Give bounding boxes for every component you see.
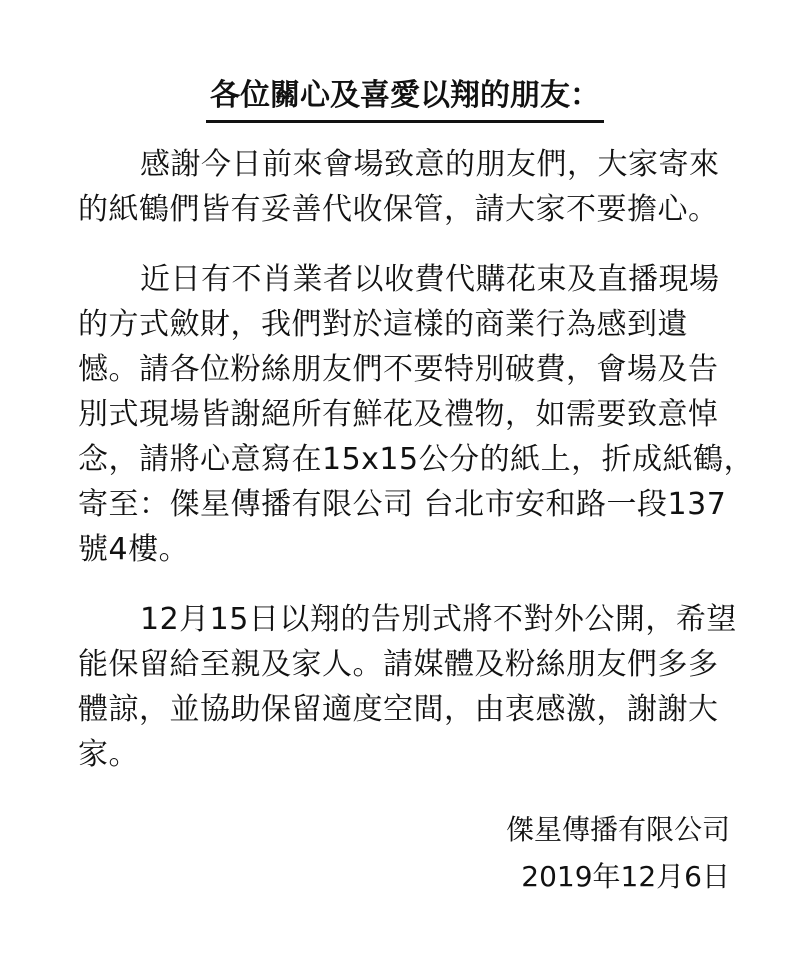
paragraph-2-line: 別式現場皆謝絕所有鮮花及禮物，如需要致意悼 bbox=[78, 397, 719, 432]
paragraph-2-line: 念，請將心意寫在15x15公分的紙上，折成紙鶴， bbox=[78, 442, 755, 477]
signature-company: 傑星傳播有限公司 bbox=[505, 813, 730, 846]
title-text: 各位關心及喜愛以翔的朋友： bbox=[206, 74, 604, 123]
paragraph-3-line: 體諒，並協助保留適度空間，由衷感激，謝謝大 bbox=[78, 692, 719, 727]
paragraph-2-line: 的方式斂財，我們對於這樣的商業行為感到遺 bbox=[78, 307, 688, 342]
paragraph-3-line: 家。 bbox=[78, 737, 139, 772]
signature-date: 2019年12月6日 bbox=[521, 860, 730, 893]
paragraph-1-line: 的紙鶴們皆有妥善代收保管，請大家不要擔心。 bbox=[78, 192, 719, 227]
paragraph-2-line: 號4樓。 bbox=[78, 532, 190, 567]
paragraph-2-line: 近日有不肖業者以收費代購花束及直播現場 bbox=[140, 262, 720, 297]
paragraph-2-line: 憾。請各位粉絲朋友們不要特別破費，會場及告 bbox=[78, 352, 719, 387]
paragraph-2-line: 寄至：傑星傳播有限公司 台北市安和路一段137 bbox=[78, 487, 727, 522]
paragraph-3-line: 12月15日以翔的告別式將不對外公開，希望 bbox=[140, 602, 737, 637]
document-title bbox=[0, 74, 810, 123]
paragraph-3-line: 能保留給至親及家人。請媒體及粉絲朋友們多多 bbox=[78, 647, 719, 682]
paragraph-1-line: 感謝今日前來會場致意的朋友們，大家寄來 bbox=[140, 147, 720, 182]
